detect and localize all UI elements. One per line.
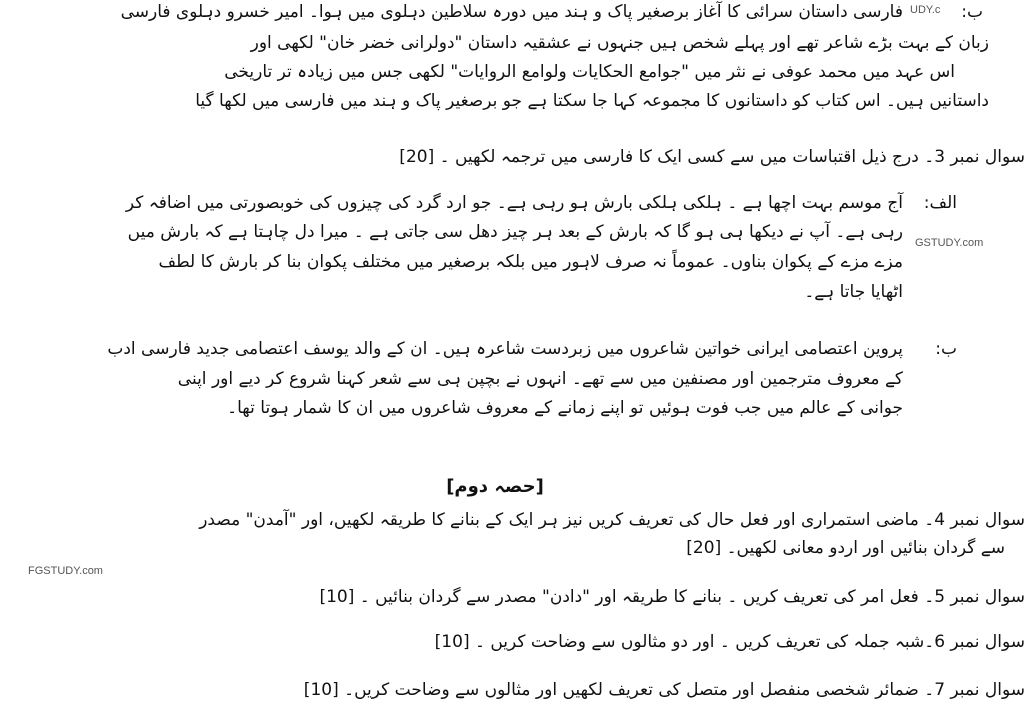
- question-3: سوال نمبر 3۔ درج ذیل اقتباسات میں سے کسی ایک کا فارسی میں ترجمہ لکھیں ۔ [20]: [399, 147, 1025, 167]
- question-7: سوال نمبر 7۔ ضمائر شخصی منفصل اور متصل کی تعریف لکھیں اور مثالوں سے وضاحت کریں۔ [10]: [303, 680, 1025, 700]
- watermark: FGSTUDY.com: [28, 565, 103, 577]
- paragraph-line: داستانیں ہیں۔ اس کتاب کو داستانوں کا مجموعہ کہا جا سکتا ہے جو برصغیر پاک و ہند میں فارسی میں لکھا گیا: [195, 91, 989, 111]
- paragraph-line: جوانی کے عالم میں جب فوت ہوئیں تو اپنے زمانے کے معروف شاعروں میں ان کا شمار ہوتا تھا۔: [227, 398, 903, 418]
- paragraph-line: پروین اعتصامی ایرانی خواتین شاعروں میں زبردست شاعرہ ہیں۔ ان کے والد یوسف اعتصامی جدید فارسی ادب: [107, 339, 903, 359]
- section-label: ب:: [935, 339, 957, 359]
- question-4: سوال نمبر 4۔ ماضی استمراری اور فعل حال کی تعریف کریں نیز ہر ایک کے بنانے کا طریقہ لکھیں، اور "آمدن" مصدر: [199, 510, 1025, 530]
- paragraph-line: مزے مزے کے پکوان بناوں۔ عموماً نہ صرف لاہور میں بلکہ برصغیر میں مختلف پکوان بنا کر بارش کا لطف: [158, 252, 903, 272]
- part-two-heading: [حصہ دوم]: [446, 476, 544, 497]
- watermark: UDY.c: [910, 4, 941, 16]
- paragraph-line: فارسی داستان سرائی کا آغاز برصغیر پاک و ہند میں دورہ سلاطین دہلوی میں ہوا۔ امیر خسرو دہلوی فارسی: [120, 2, 903, 22]
- paragraph-line: آج موسم بہت اچھا ہے ۔ ہلکی ہلکی بارش ہو رہی ہے۔ جو ارد گرد کی چیزوں کی خوبصورتی میں اضافہ کر: [125, 193, 903, 213]
- paragraph-line: زبان کے بہت بڑے شاعر تھے اور پہلے شخص ہیں جنہوں نے عشقیہ داستان "دولرانی خضر خان" لکھی اور: [250, 33, 989, 53]
- section-label: الف:: [923, 193, 957, 213]
- paragraph-line: کے معروف مترجمین اور مصنفین میں سے تھے۔ انہوں نے بچپن ہی سے شعر کہنا شروع کر دیے اور اپنی: [177, 369, 903, 389]
- question-5: سوال نمبر 5۔ فعل امر کی تعریف کریں ۔ بنانے کا طریقہ اور "دادن" مصدر سے گردان بنائیں ۔ [10]: [319, 587, 1025, 607]
- paragraph-line: اٹھایا جاتا ہے۔: [804, 282, 903, 302]
- paragraph-line: اس عہد میں محمد عوفی نے نثر میں "جوامع الحکایات ولوامع الروایات" لکھی جس میں زیادہ تر تاریخی: [224, 62, 955, 82]
- question-6: سوال نمبر 6۔شبہ جملہ کی تعریف کریں ۔ اور دو مثالوں سے وضاحت کریں ۔ [10]: [434, 632, 1025, 652]
- section-label: ب:: [961, 2, 983, 22]
- watermark: GSTUDY.com: [915, 237, 984, 249]
- question-4-cont: سے گردان بنائیں اور اردو معانی لکھیں۔ [20]: [686, 538, 1005, 558]
- paragraph-line: رہی ہے۔ آپ نے دیکھا ہی ہو گا کہ بارش کے بعد ہر چیز دھل سی جاتی ہے ۔ میرا دل چاہتا ہے کہ بارش میں: [127, 222, 903, 242]
